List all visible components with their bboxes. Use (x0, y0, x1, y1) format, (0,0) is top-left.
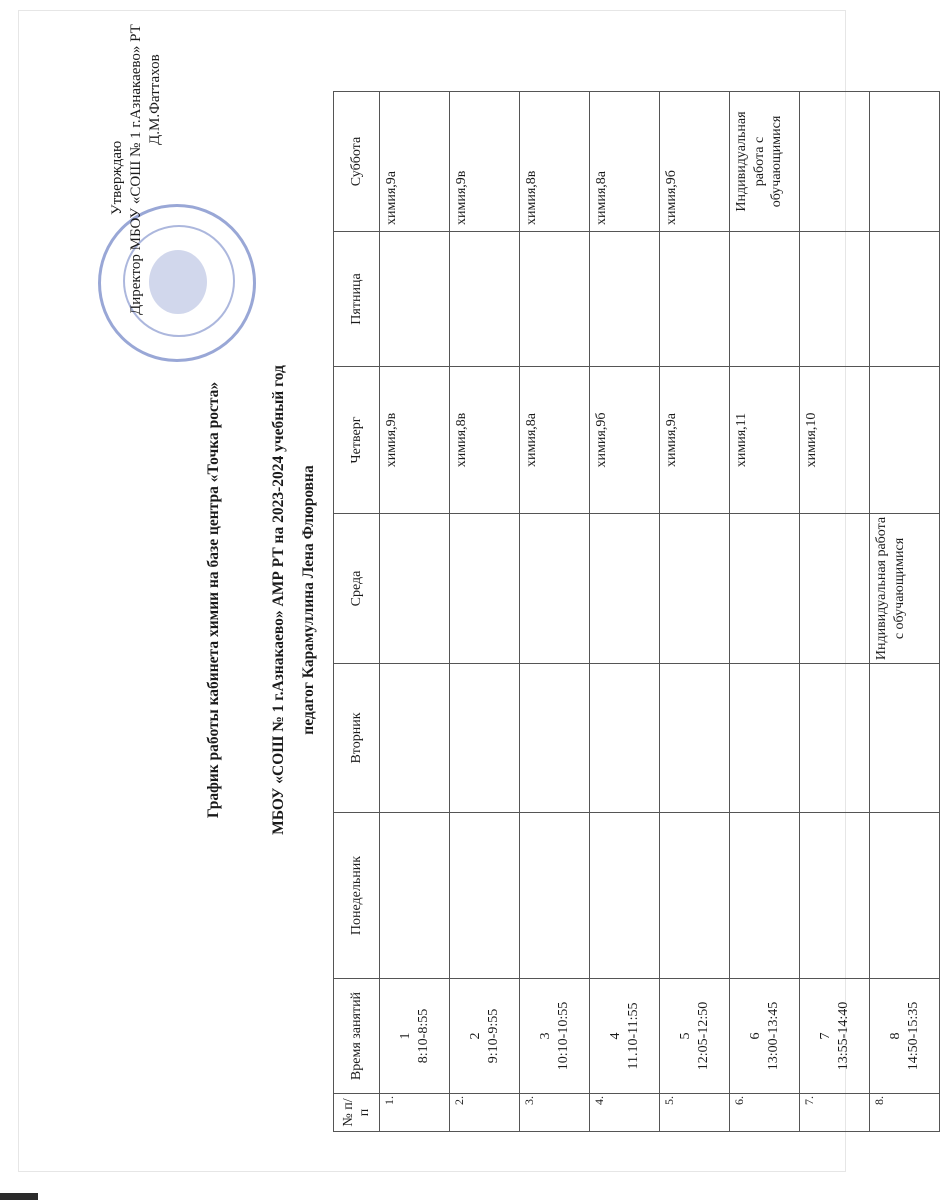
approval-director: Директор МБОУ «СОШ № 1 г.Азнакаево» РТ (127, 24, 144, 315)
saturday-cell: химия,8а (590, 92, 660, 232)
monday-cell (660, 813, 730, 979)
row-number: 7. (800, 1094, 870, 1132)
approval-signature: Д.М.Фаттахов (146, 54, 163, 145)
wednesday-cell (660, 514, 730, 664)
thursday-cell (870, 367, 940, 514)
lesson-number: 5 (678, 1032, 693, 1040)
saturday-cell (800, 92, 870, 232)
header-number: № п/п (334, 1094, 380, 1132)
scan-edge-mark (0, 1193, 38, 1200)
lesson-time-cell (870, 979, 940, 1094)
tuesday-cell (380, 664, 450, 813)
table-header-row (334, 92, 380, 1132)
wednesday-cell (590, 514, 660, 664)
approval-label: Утверждаю (109, 140, 125, 215)
friday-cell (730, 232, 800, 367)
monday-cell (800, 813, 870, 979)
header-thursday: Четверг (334, 367, 380, 514)
lesson-number: 2 (468, 1032, 483, 1040)
table-row (730, 92, 800, 1132)
tuesday-cell (870, 664, 940, 813)
lesson-time-cell (800, 979, 870, 1094)
lesson-number: 8 (888, 1032, 903, 1040)
thursday-cell: химия,8в (450, 367, 520, 514)
table-row (660, 92, 730, 1132)
header-wednesday: Среда (334, 514, 380, 664)
row-number: 5. (660, 1094, 730, 1132)
monday-cell (450, 813, 520, 979)
lesson-number: 7 (818, 1032, 833, 1040)
tuesday-cell (800, 664, 870, 813)
row-number: 2. (450, 1094, 520, 1132)
header-saturday: Суббота (334, 92, 380, 232)
schedule-table (333, 91, 940, 1132)
wednesday-cell (450, 514, 520, 664)
wednesday-cell (730, 514, 800, 664)
header-time: Время занятий (334, 979, 380, 1094)
table-row (800, 92, 870, 1132)
lesson-time-cell (730, 979, 800, 1094)
header-monday: Понедельник (334, 813, 380, 979)
header-friday: Пятница (334, 232, 380, 367)
lesson-time-cell (380, 979, 450, 1094)
row-number: 6. (730, 1094, 800, 1132)
monday-cell (520, 813, 590, 979)
table-row (870, 92, 940, 1132)
friday-cell (590, 232, 660, 367)
row-number: 8. (870, 1094, 940, 1132)
document-subtitle: МБОУ «СОШ № 1 г.Азнакаево» АМР РТ на 2023-2024 учебный год (270, 365, 287, 835)
thursday-cell: химия,8а (520, 367, 590, 514)
thursday-cell: химия,9в (380, 367, 450, 514)
monday-cell (730, 813, 800, 979)
saturday-cell: химия,9б (660, 92, 730, 232)
tuesday-cell (450, 664, 520, 813)
row-number: 1. (380, 1094, 450, 1132)
thursday-cell: химия,11 (730, 367, 800, 514)
friday-cell (380, 232, 450, 367)
lesson-time-cell (660, 979, 730, 1094)
lesson-time: 8:10-8:55 (415, 1008, 431, 1064)
tuesday-cell (590, 664, 660, 813)
lesson-time: 14:50-15:35 (905, 1001, 921, 1071)
lesson-time: 12:05-12:50 (695, 1001, 711, 1071)
lesson-time: 10:10-10:55 (555, 1001, 571, 1071)
teacher-name: педагог Карамуллина Лена Флюровна (300, 465, 317, 735)
row-number: 3. (520, 1094, 590, 1132)
saturday-cell: химия,8в (520, 92, 590, 232)
lesson-time-cell (590, 979, 660, 1094)
friday-cell (450, 232, 520, 367)
friday-cell (800, 232, 870, 367)
tuesday-cell (520, 664, 590, 813)
lesson-time: 13:55-14:40 (835, 1001, 851, 1071)
tuesday-cell (660, 664, 730, 813)
thursday-cell: химия,9а (660, 367, 730, 514)
lesson-number: 4 (608, 1032, 623, 1040)
wednesday-cell (380, 514, 450, 664)
monday-cell (870, 813, 940, 979)
saturday-cell: химия,9в (450, 92, 520, 232)
table-row (380, 92, 450, 1132)
thursday-cell: химия,9б (590, 367, 660, 514)
row-number: 4. (590, 1094, 660, 1132)
table-row (520, 92, 590, 1132)
lesson-number: 6 (748, 1032, 763, 1040)
tuesday-cell (730, 664, 800, 813)
monday-cell (380, 813, 450, 979)
wednesday-cell: Индивидуальная работа с обучающимися (870, 514, 940, 664)
table-row (590, 92, 660, 1132)
saturday-cell: Индивидуальная работа с обучающимися (730, 92, 800, 232)
lesson-time-cell (520, 979, 590, 1094)
wednesday-cell (800, 514, 870, 664)
friday-cell (660, 232, 730, 367)
lesson-time: 13:00-13:45 (765, 1001, 781, 1071)
table-row (450, 92, 520, 1132)
header-tuesday: Вторник (334, 664, 380, 813)
saturday-cell: химия,9а (380, 92, 450, 232)
approval-block (108, 24, 164, 315)
monday-cell (590, 813, 660, 979)
friday-cell (520, 232, 590, 367)
lesson-number: 1 (398, 1032, 413, 1040)
lesson-time: 11.10-11:55 (625, 1002, 641, 1070)
wednesday-cell (520, 514, 590, 664)
document-title: График работы кабинета химии на базе центра «Точка роста» (205, 381, 222, 819)
lesson-number: 3 (538, 1032, 553, 1040)
saturday-cell (870, 92, 940, 232)
friday-cell (870, 232, 940, 367)
thursday-cell: химия,10 (800, 367, 870, 514)
lesson-time-cell (450, 979, 520, 1094)
lesson-time: 9:10-9:55 (485, 1008, 501, 1064)
